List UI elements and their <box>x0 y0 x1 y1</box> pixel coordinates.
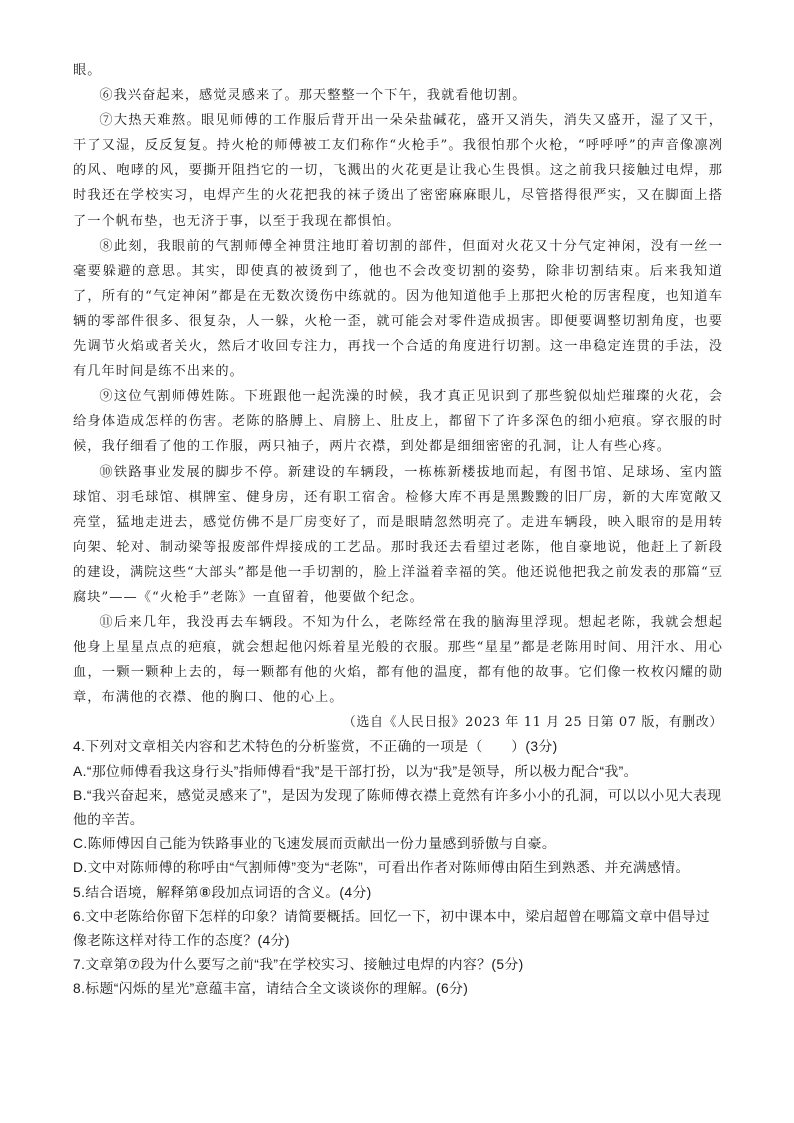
passage-paragraph-8: ⑧此刻，我眼前的气割师傅全神贯注地盯着切割的部件，但面对火花又十分气定神闲，没有一丝一毫要躲避的意思。其实，即使真的被烫到了，他也不会改变切割的姿势，除非切割结束。后来我知道了，所有的“气定神闲”都是在无数次烫伤中练就的。因为他知道他手上那把火枪的厉害程度，也知道车辆的零部件很多、很复杂，人一躲，火枪一歪，就可能会对零件造成损害。即便要调整切割角度，也要先调节火焰或者关火，然后才收回专注力，再找一个合适的角度进行切割。这一串稳定连贯的手法，没有几年时间是练不出来的。 <box>73 238 723 380</box>
question-4-option-c: C.陈师傅因自己能为铁路事业的飞速发展而贡献出一份力量感到骄傲与自豪。 <box>73 836 557 852</box>
source-citation: （选自《人民日报》2023 年 11 月 25 日第 07 版，有删改） <box>342 715 723 731</box>
question-4-option-a: A.“那位师傅看我这身行头”指师傅看“我”是干部打扮，以为“我”是领导，所以极力配合“我”。 <box>73 763 638 779</box>
passage-paragraph-9: ⑨这位气割师傅姓陈。下班跟他一起洗澡的时候，我才真正见识到了那些貌似灿烂璀璨的火花，会给身体造成怎样的伤害。老陈的胳膊上、肩膀上、肚皮上，都留下了许多深色的细小疤痕。穿衣服的时候，我仔细看了他的工作服，两只袖子，两片衣襟，到处都是细细密密的孔洞，让人有些心疼。 <box>73 389 723 455</box>
question-4-option-d: D.文中对陈师傅的称呼由“气割师傅”变为“老陈”，可看出作者对陈师傅由陌生到熟悉、并充满感情。 <box>73 860 690 876</box>
passage-paragraph-7: ⑦大热天难熬。眼见师傅的工作服后背开出一朵朵盐碱花，盛开又消失，消失又盛开，湿了又干，干了又湿，反反复复。持火枪的师傅被工友们称作“火枪手”。我很怕那个火枪，“呼呼呼”的声音像凛冽的风、咆哮的风，要撕开阻挡它的一切，飞溅出的火花更是让我心生畏惧。这之前我只接触过电焊，那时我还在学校实习，电焊产生的火花把我的袜子烫出了密密麻麻眼儿，尽管搭得很严实，又在脚面上搭了一个帆布垫，也无济于事，以至于我现在都惧怕。 <box>73 113 723 229</box>
question-7: 7.文章第⑦段为什么要写之前“我”在学校实习、接触过电焊的内容？(5分) <box>73 957 524 973</box>
question-5: 5.结合语境，解释第⑧段加点词语的含义。(4分) <box>73 884 372 900</box>
question-4: 4.下列对文章相关内容和艺术特色的分析鉴赏，不正确的一项是（ ）(3分) <box>73 739 558 755</box>
passage-paragraph-10: ⑩铁路事业发展的脚步不停。新建设的车辆段，一栋栋新楼拔地而起，有图书馆、足球场、室内篮球馆、羽毛球馆、棋牌室、健身房，还有职工宿舍。检修大库不再是黑黢黢的旧厂房，新的大库宽敞又亮堂，猛地走进去，感觉仿佛不是厂房变好了，而是眼睛忽然明亮了。走进车辆段，映入眼帘的是用转向架、轮对、制动梁等报废部件焊接成的工艺品。那时我还去看望过老陈，他自豪地说，他赶上了新段的建设，满院这些“大部头”都是他一手切割的，脸上洋溢着幸福的笑。他还说他把我之前发表的那篇“豆腐块”——《“火枪手”老陈》一直留着，他要做个纪念。 <box>73 464 723 605</box>
question-8: 8.标题“闪烁的星光”意蕴丰富，请结合全文谈谈你的理解。(6分) <box>73 981 469 997</box>
question-4-option-b: B.“我兴奋起来，感觉灵感来了”，是因为发现了陈师傅衣襟上竟然有许多小小的孔洞，可以以小见大表现他的辛苦。 <box>73 787 722 828</box>
passage-paragraph-11: ⑪后来几年，我没再去车辆段。不知为什么，老陈经常在我的脑海里浮现。想起老陈，我就会想起他身上星星点点的疤痕，就会想起他闪烁着星光般的衣服。那些“星星”都是老陈用时间、用汗水、用心血，一颗一颗种上去的，每一颗都有他的火焰，都有他的温度，都有他的故事。它们像一枚枚闪耀的勋章，布满他的衣襟、他的胸口、他的心上。 <box>73 615 723 706</box>
question-6: 6.文中老陈给你留下怎样的印象？请简要概括。回忆一下，初中课本中，梁启超曾在哪篇文章中倡导过像老陈这样对待工作的态度？(4分) <box>73 908 710 949</box>
passage-paragraph-fragment: 眼。 <box>73 63 102 78</box>
passage-paragraph-6: ⑥我兴奋起来，感觉灵感来了。那天整整一个下午，我就看他切割。 <box>99 88 527 104</box>
exam-page <box>73 58 723 1002</box>
